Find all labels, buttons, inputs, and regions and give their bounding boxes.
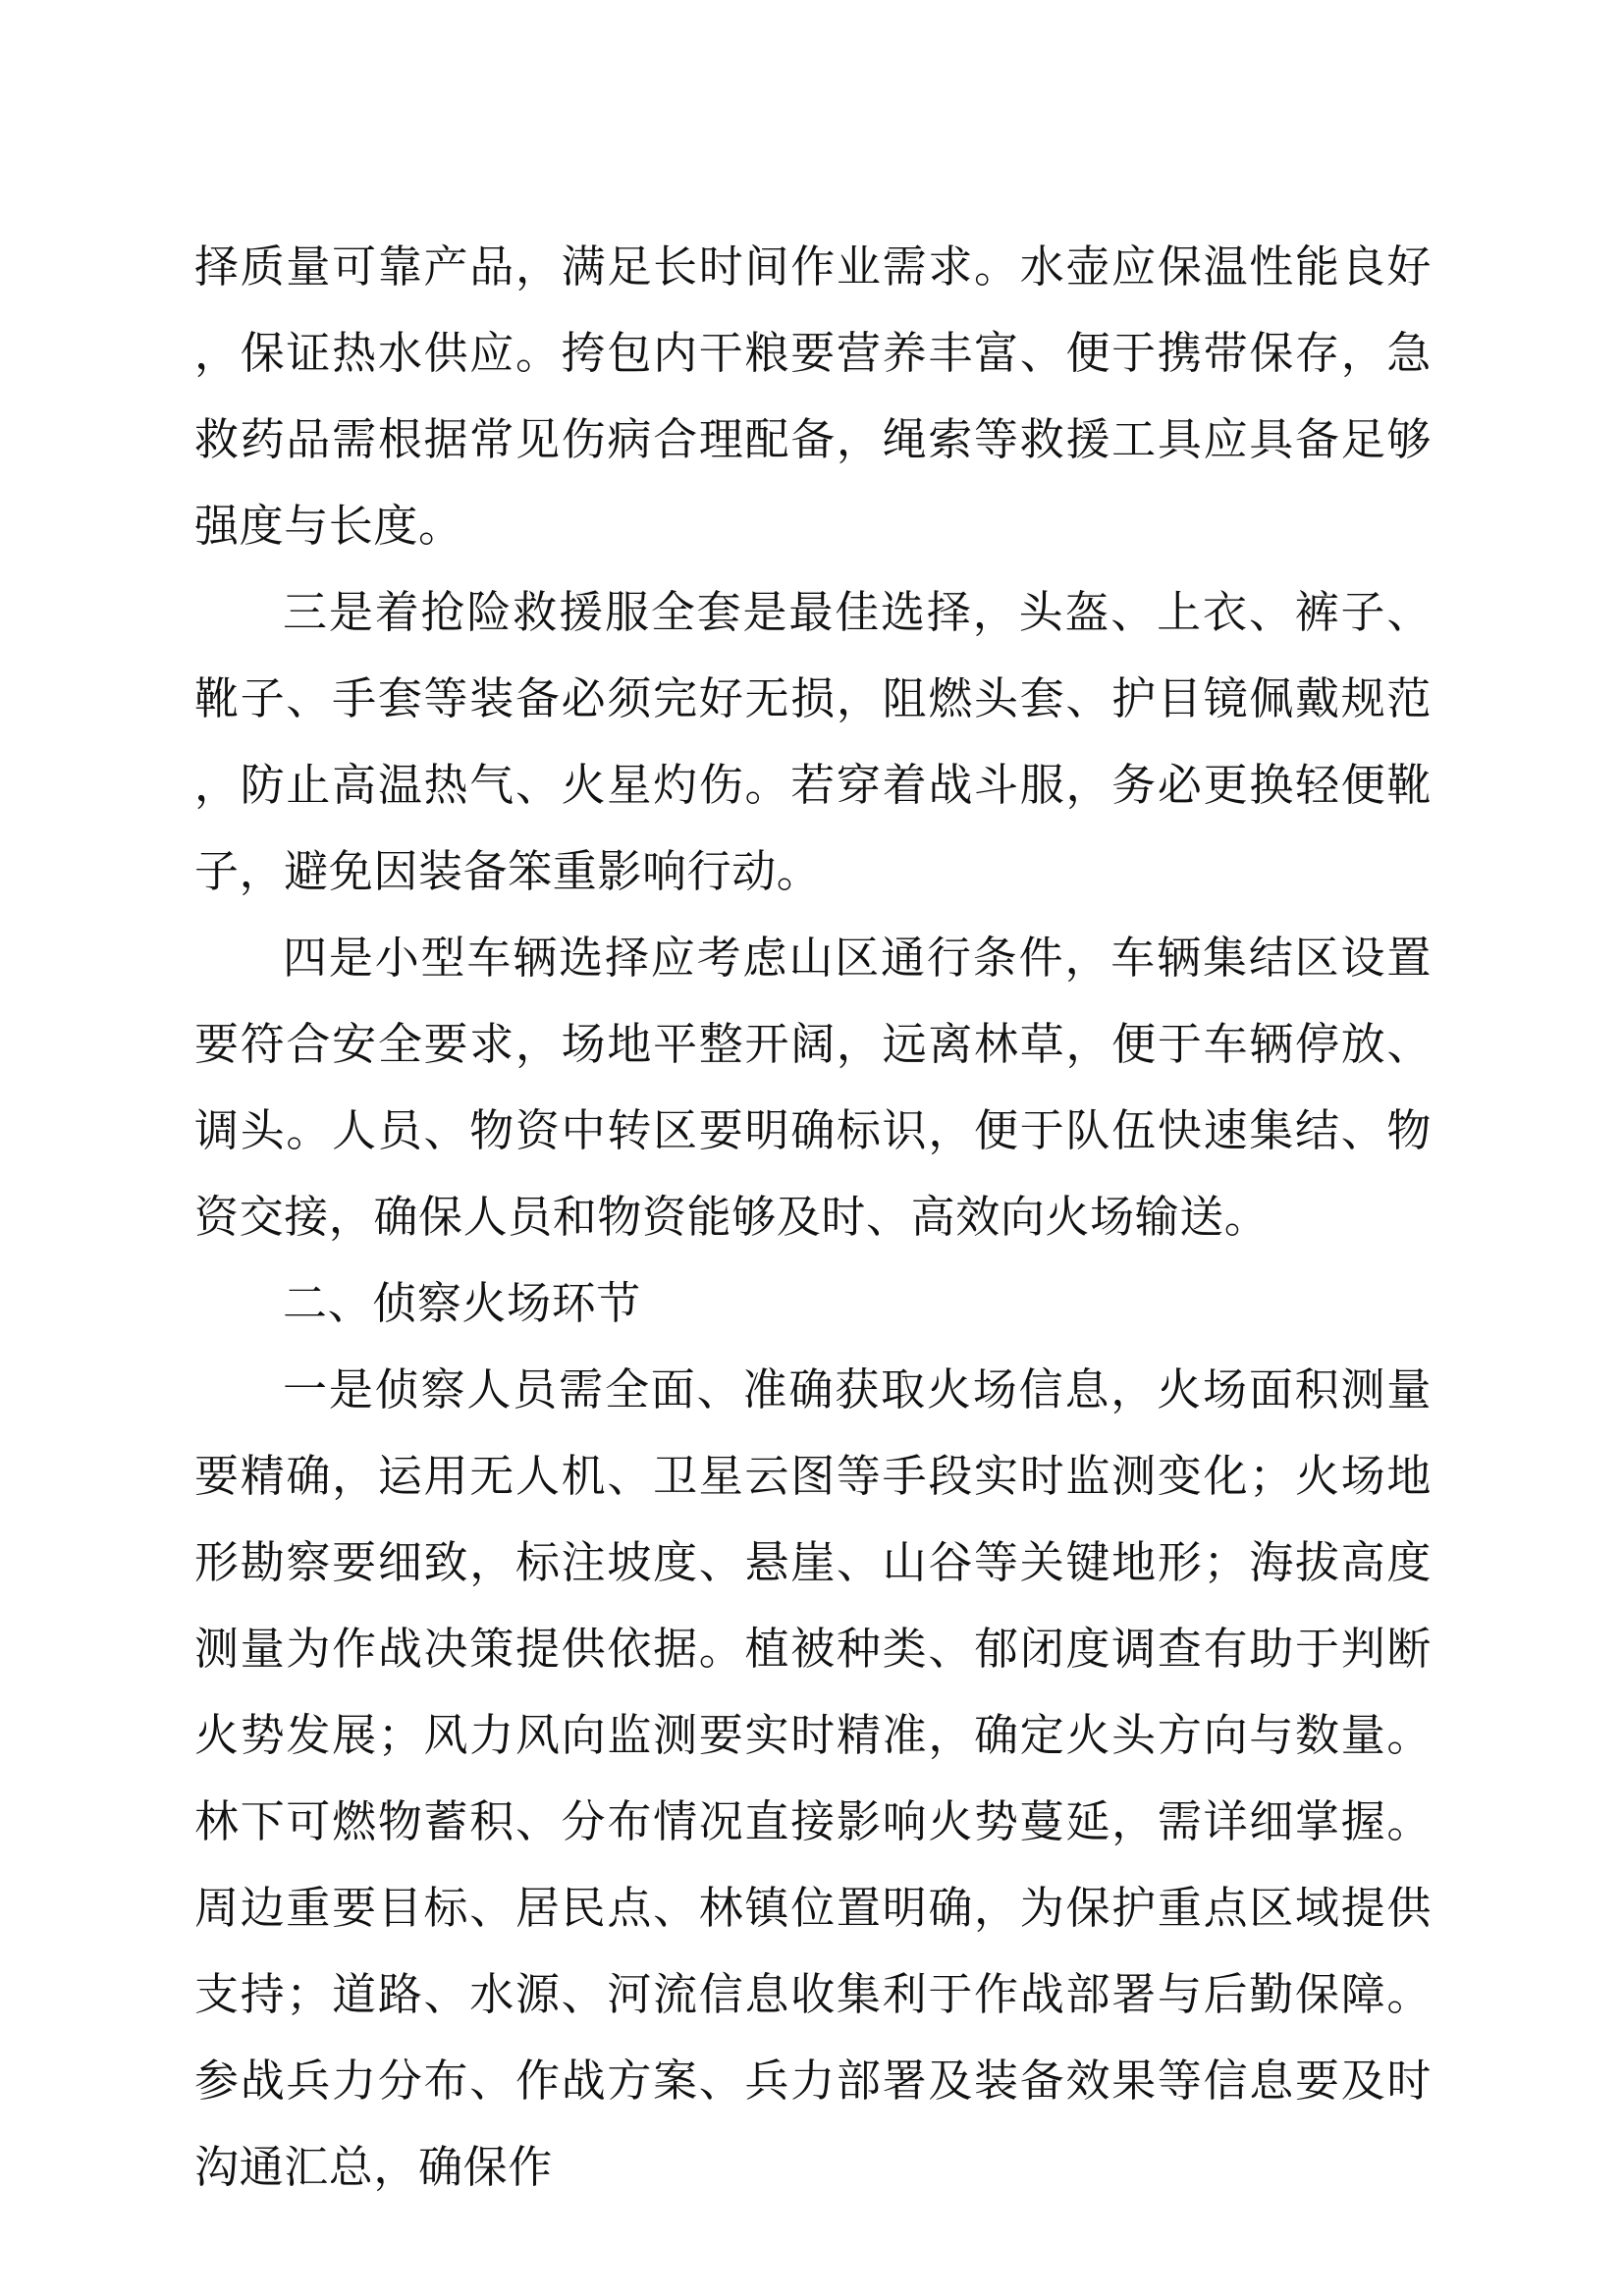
- paragraph-reconnaissance-point-one: 一是侦察人员需全面、准确获取火场信息，火场面积测量要精确，运用无人机、卫星云图等手段实时监测变化；火场地形勘察要细致，标注坡度、悬崖、山谷等关键地形；海拔高度测量为作战决策提供依据。植被种类、郁闭度调查有助于判断火势发展；风力风向监测要实时精准，确定火头方向与数量。林下可燃物蓄积、分布情况直接影响火势蔓延，需详细掌握。周边重要目标、居民点、林镇位置明确，为保护重点区域提供支持；道路、水源、河流信息收集利于作战部署与后勤保障。参战兵力分布、作战方案、兵力部署及装备效果等信息要及时沟通汇总，确保作: [194, 1363, 1432, 2193]
- document-body: [194, 224, 1432, 2211]
- section-heading-reconnaissance: 二、侦察火场环节: [283, 1277, 641, 1329]
- paragraph-continuation: 择质量可靠产品，满足长时间作业需求。水壶应保温性能良好，保证热水供应。挎包内干粮要营养丰富、便于携带保存，急救药品需根据常见伤病合理配备，绳索等救援工具应具备足够强度与长度。: [194, 240, 1432, 552]
- paragraph-point-four: 四是小型车辆选择应考虑山区通行条件，车辆集结区设置要符合安全要求，场地平整开阔，远离林草，便于车辆停放、调头。人员、物资中转区要明确标识，便于队伍快速集结、物资交接，确保人员和物资能够及时、高效向火场输送。: [194, 932, 1432, 1243]
- paragraph-point-three: 三是着抢险救援服全套是最佳选择，头盔、上衣、裤子、靴子、手套等装备必须完好无损，阻燃头套、护目镜佩戴规范，防止高温热气、火星灼伤。若穿着战斗服，务必更换轻便靴子，避免因装备笨重影响行动。: [194, 586, 1432, 897]
